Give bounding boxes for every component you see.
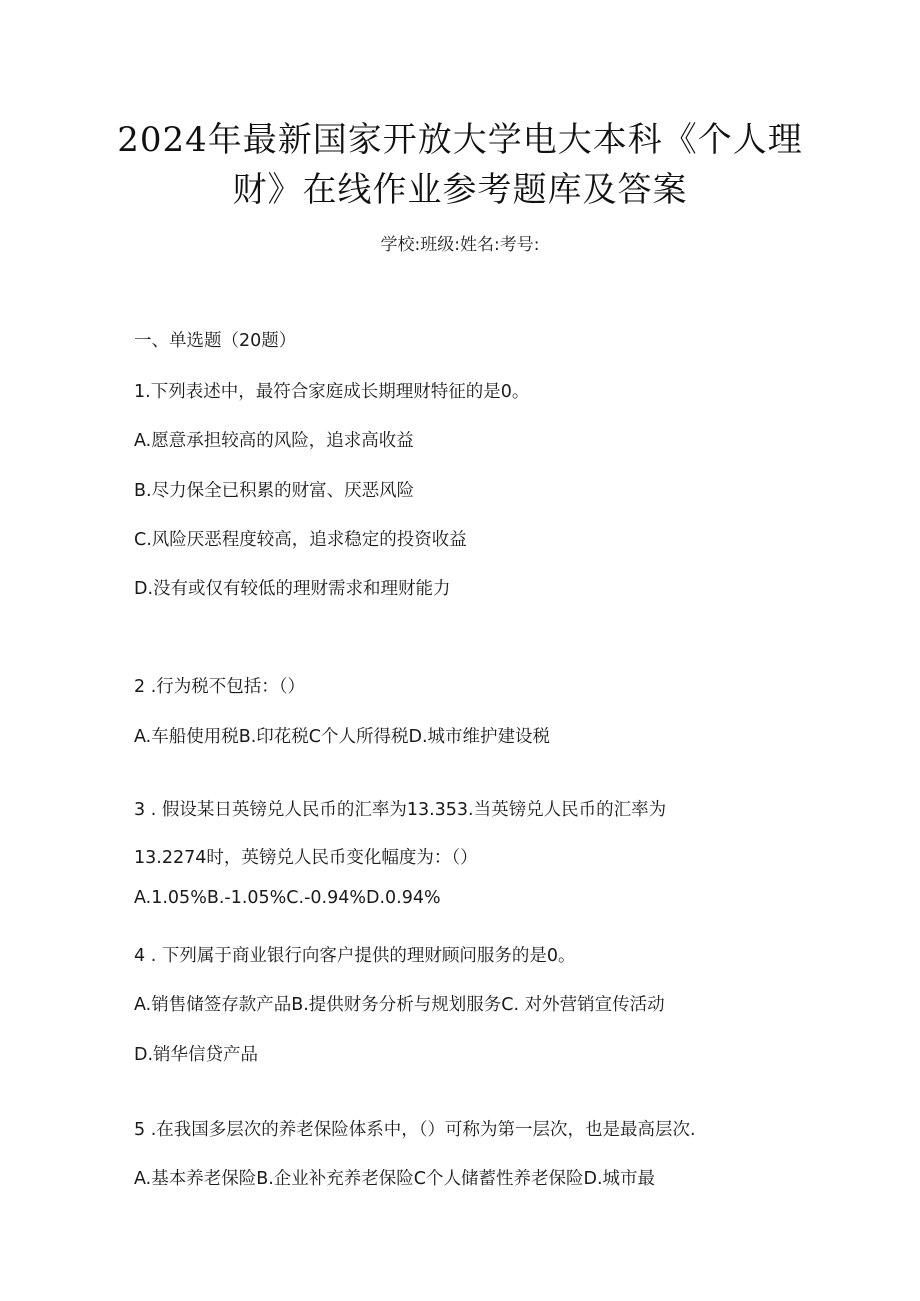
question-3-stem: 3 . 假设某日英镑兑人民币的汇率为13.353.当英镑兑人民币的汇率为 [134,800,667,820]
question-5-stem: 5 .在我国多层次的养老保险体系中，（）可称为第一层次，也是最高层次. [134,1120,696,1140]
document-title-line-2: 财》在线作业参考题库及答案 [232,170,688,210]
document-title-line-1: 2024年最新国家开放大学电大本科《个人理 [117,120,803,160]
question-2-options: A.车船使用税B.印花税C个人所得税D.城市维护建设税 [134,727,551,747]
question-1-option-c: C.风险厌恶程度较高，追求稳定的投资收益 [134,530,467,550]
question-4-options-line-1: A.销售储签存款产品B.提供财务分析与规划服务C. 对外营销宣传活动 [134,995,665,1015]
question-1-option-a: A.愿意承担较高的风险，追求高收益 [134,431,414,451]
question-1-option-d: D.没有或仅有较低的理财需求和理财能力 [134,579,451,599]
question-1-option-b: B.尽力保全已积累的财富、厌恶风险 [134,481,415,501]
student-info-line: 学校:班级:姓名:考号: [380,235,540,255]
section-heading: 一、单选题（20题） [134,331,297,351]
question-2-stem: 2 .行为税不包括：（） [134,677,306,697]
question-4-options-line-2: D.销华信贷产品 [134,1045,259,1065]
question-1-stem: 1.下列表述中，最符合家庭成长期理财特征的是0。 [134,382,530,402]
question-3-options: A.1.05%B.-1.05%C.-0.94%D.0.94% [134,888,441,908]
question-4-stem: 4 . 下列属于商业银行向客户提供的理财顾问服务的是0。 [134,946,576,966]
question-5-options: A.基本养老保险B.企业补充养老保险C个人储蓄性养老保险D.城市最 [134,1169,656,1189]
question-3-stem-continued: 13.2274时，英镑兑人民币变化幅度为：（） [134,848,478,868]
